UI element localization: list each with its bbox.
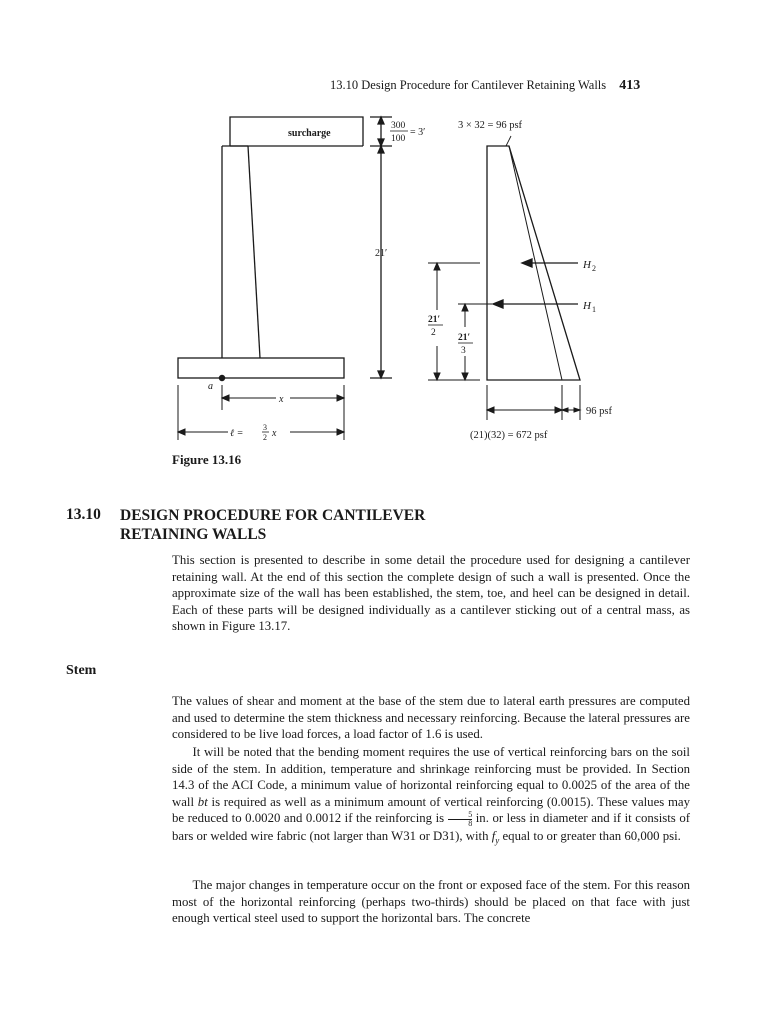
stem-p2-part-b: is required as well as a minimum amount of vertical reinforcing (0.0015). These values may be reduced to 0.0020 and 0.0012 if the reinforcing is [172, 794, 691, 826]
fy-sub: y [495, 835, 500, 846]
intro-paragraph: This section is presented to describe in some detail the procedure used for designing a cantilever retaining wall. At the end of this section the complete design of such a wall is presented. Once the approximate size of the wall has been established, the stem, toe, and heel can be designed in detail. Each of these parts will be designed individually as a cantilever sticking out of a central mass, as shown in Figure 13.17. [172, 553, 690, 634]
stem-heading: Stem [66, 663, 97, 678]
l-dimension [178, 429, 344, 435]
pressure-diagram [487, 136, 580, 380]
base-pressure-dimension [487, 385, 580, 420]
l-frac-den: 2 [263, 433, 267, 442]
surcharge-height-den: 100 [391, 134, 406, 144]
l-label: ℓ = [230, 428, 244, 439]
h1-label: H [583, 300, 591, 312]
frac-num: 5 [448, 811, 472, 820]
stem-paragraph-1: The values of shear and moment at the base of the stem due to lateral earth pressures are computed and used to determine the stem thickness and necessary reinforcing. Because the lateral pressures are considered to be live load forces, a load factor of 1.6 is used. [172, 694, 690, 742]
added-pressure-label: 96 psf [586, 406, 612, 417]
section-number: 13.10 [66, 506, 101, 523]
stem-p2-part-c: in. or less in diameter and if it consists of bars or welded wire fabric (not larger than W31 or D31), with [172, 811, 690, 843]
figure-caption: Figure 13.16 [172, 452, 242, 467]
top-pressure-label: 3 × 32 = 96 psf [458, 120, 523, 131]
stem-back-face [248, 146, 260, 358]
frac-den: 8 [468, 818, 473, 828]
stem-paragraph-3: The major changes in temperature occur on the front or exposed face of the stem. For this reason most of the horizontal reinforcing (perhaps two-thirds) should be placed on that face with just enough vertical steel used to support the horizontal bars. The concrete [172, 878, 690, 926]
stem-p2-part-d: equal to or greater than 60,000 psi. [502, 828, 681, 843]
stem-p2-part-a: It will be noted that the bending moment requires the use of vertical reinforcing bars on the soil side of the stem. In addition, temperature and shrinkage reinforcing must be provided. In Section 14.3 of the ACI Code, a minimum value of horizontal reinforcing equal to 0.0025 of the area of the wall [172, 745, 690, 809]
page-number: 413 [619, 78, 641, 93]
wall-height-label: 21′ [375, 248, 388, 259]
half-height-den: 2 [431, 328, 436, 338]
point-a-marker [219, 375, 224, 380]
third-height-den: 3 [461, 346, 466, 356]
l-frac-num: 3 [263, 423, 267, 432]
running-head-title: 13.10 Design Procedure for Cantilever Retaining Walls [330, 78, 607, 92]
surcharge-label: surcharge [288, 128, 331, 139]
bt-symbol: bt [197, 794, 208, 809]
half-height-num: 21′ [428, 315, 441, 325]
fy-f: f [491, 828, 496, 843]
h2-subscript: 2 [592, 264, 596, 273]
base-pressure-label: (21)(32) = 672 psf [470, 430, 548, 441]
section-title-line1: DESIGN PROCEDURE FOR CANTILEVER [120, 507, 426, 524]
h1-subscript: 1 [592, 305, 596, 314]
h2-arrow [522, 259, 578, 267]
figure-13-16 [0, 0, 768, 470]
h1-arrow [493, 300, 578, 308]
section-title-line2: RETAINING WALLS [120, 526, 267, 543]
point-a-label: a [208, 381, 213, 392]
stem-paragraph-2 [172, 744, 690, 849]
retaining-wall [178, 117, 363, 378]
section-title [120, 506, 500, 544]
l-tail: x [272, 428, 277, 439]
five-eighths-fraction [448, 811, 472, 828]
fy-symbol [491, 828, 500, 846]
third-height-num: 21′ [458, 333, 471, 343]
h2-label: H [583, 259, 591, 271]
footing [178, 358, 344, 378]
surcharge-height-num: 300 [391, 121, 406, 131]
x-label: x [279, 394, 284, 405]
surcharge-height-eq: = 3′ [410, 127, 426, 138]
